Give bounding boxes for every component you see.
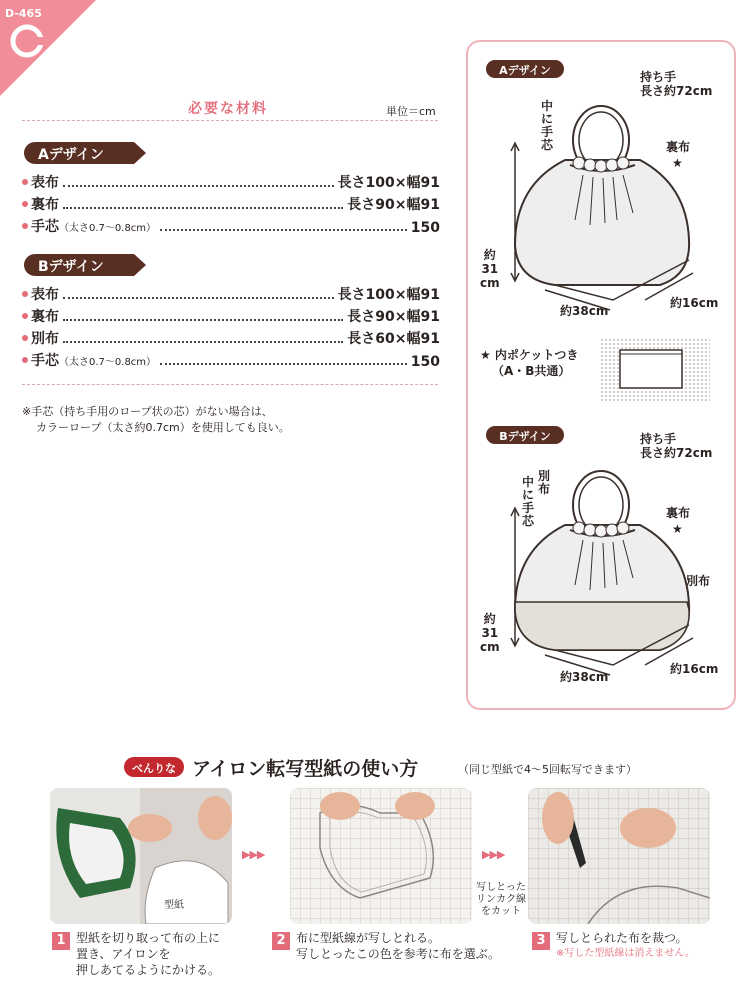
cutting-illustration [528,788,710,924]
star-icon: ★ [672,156,683,170]
step-line: 写しとられた布を裁つ。 [556,931,688,945]
step-number: 1 [52,932,70,950]
divider [22,384,438,385]
bullet-icon [22,335,28,341]
step1-text [76,930,220,978]
leader-dots [63,341,343,343]
step2-photo [290,788,472,924]
materials-note [22,404,290,436]
material-size: 長さ100×幅91 [337,287,440,303]
divider [22,120,438,121]
pattern-trace-illustration [290,788,472,924]
step3-text [556,930,695,962]
material-name: 手芯 [31,353,59,369]
material-size: 長さ60×幅91 [347,331,440,347]
arrow-icon: ▶▶▶ [242,848,265,861]
usage-title: アイロン転写型紙の使い方 [192,758,419,780]
material-size: 長さ90×幅91 [347,309,440,325]
leader-dots [63,297,334,299]
bullet-icon [22,313,28,319]
handle-label: 持ち手 [640,70,677,84]
step-number: 2 [272,932,290,950]
material-row [22,284,440,304]
iron-photo-illustration [50,788,232,924]
leader-dots [63,319,343,321]
brand-logo-icon [10,24,44,58]
handy-badge: べんりな [124,757,184,777]
bag-b-illustration [495,460,715,685]
height-unit: cm [480,276,500,290]
material-size: 150 [410,220,440,236]
pocket-illustration [600,338,710,402]
material-row [22,350,440,370]
label-line: リンカク線 [476,894,526,905]
other-fabric-label: 別布 [686,574,711,588]
material-row [22,216,440,236]
bullet-icon [22,179,28,185]
material-name: 裏布 [31,197,59,213]
material-name: 手芯 [31,219,59,235]
leader-dots [63,207,343,209]
height-prefix: 約 [483,612,496,626]
material-size: 長さ90×幅91 [347,197,440,213]
material-note: （太さ0.7～0.8cm） [59,357,157,368]
depth-label: 約16cm [670,296,719,310]
other-fabric-label: 別布 [538,469,551,496]
bullet-icon [22,291,28,297]
star-icon: ★ [672,522,683,536]
materials-title: 必要な材料 [188,101,268,117]
bullet-icon [22,201,28,207]
note-line: カラーロープ（太さ約0.7cm）を使用しても良い。 [36,421,290,434]
step-line: 布に型紙線が写しとれる。 [296,931,441,945]
bullet-icon [22,223,28,229]
product-code: D-465 [5,7,42,20]
material-size: 150 [410,354,440,370]
step-number: 3 [532,932,550,950]
width-label: 約38cm [560,670,609,684]
pocket-label: ★ 内ポケットつき [480,348,579,362]
pocket-shared-label: （A・B共通） [492,364,571,378]
step-line: 写しとったこの色を参考に布を選ぶ。 [296,947,501,961]
material-name: 裏布 [31,309,59,325]
handle-length: 長さ約72cm [640,84,713,98]
leader-dots [160,229,407,231]
material-row [22,306,440,326]
material-name: 別布 [31,331,59,347]
step-warning: ※写した型紙線は消えません。 [556,948,695,959]
height-value: 31 [481,262,499,276]
height-value: 31 [481,626,499,640]
material-row [22,328,440,348]
arrow-icon: ▶▶▶ [482,848,505,861]
label-line: をカット [481,906,521,917]
handle-length: 長さ約72cm [640,446,713,460]
step1-photo [50,788,232,924]
lining-label: 裏布 [666,506,691,520]
step3-photo [528,788,710,924]
lining-label: 裏布 [666,140,691,154]
design-b-heading: Bデザイン [24,254,134,276]
design-b-tag: Bデザイン [486,426,564,444]
step2-text [296,930,500,962]
usage-subtitle: （同じ型紙で4～5回転写できます） [458,763,637,776]
width-label: 約38cm [560,304,609,318]
bullet-icon [22,357,28,363]
material-name: 表布 [31,287,59,303]
note-line: ※手芯（持ち手用のロープ状の芯）がない場合は、 [22,405,273,418]
height-unit: cm [480,640,500,654]
design-a-tag: Aデザイン [486,60,564,78]
material-row [22,194,440,214]
design-a-heading: Aデザイン [24,142,134,164]
leader-dots [160,363,407,365]
material-note: （太さ0.7～0.8cm） [59,223,157,234]
outline-cut-label [476,882,526,918]
handle-label: 持ち手 [640,432,677,446]
label-line: 写しとった [476,882,526,893]
depth-label: 約16cm [670,662,719,676]
material-name: 表布 [31,175,59,191]
step-line: 型紙を切り取って布の上に [76,931,221,945]
pattern-label: 型紙 [158,900,190,912]
leader-dots [63,185,334,187]
step-line: 置き、アイロンを [76,947,171,961]
materials-unit: 単位＝cm [386,105,436,118]
core-label: 中に手芯 [541,99,554,152]
core-label: 中に手芯 [522,475,535,528]
material-row [22,172,440,192]
material-size: 長さ100×幅91 [337,175,440,191]
height-prefix: 約 [483,248,496,262]
bag-a-illustration [495,95,715,320]
step-line: 押しあてるようにかける。 [76,963,221,977]
